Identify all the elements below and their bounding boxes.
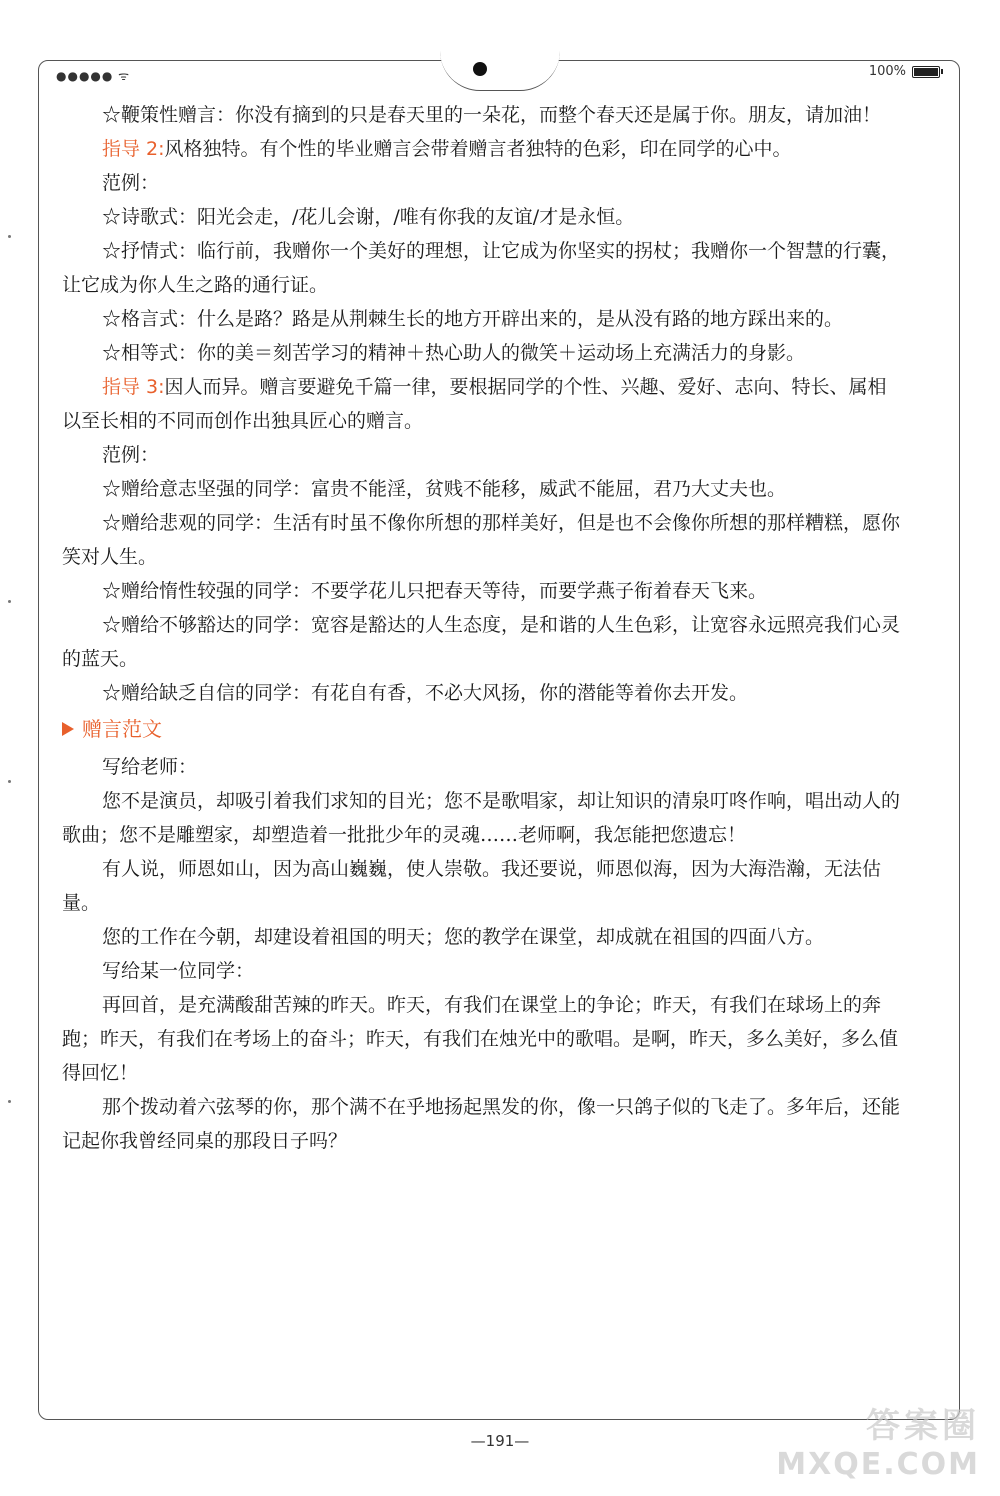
battery-text: 100% [868, 64, 906, 79]
watermark [776, 1398, 980, 1482]
essay-label: 写给某一位同学： [102, 960, 255, 982]
essay-paragraph: 那个拨动着六弦琴的你，那个满不在乎地扬起黑发的你，像一只鸽子似的飞走了。多年后，还能记起你我曾经同桌的那段日子吗？ [62, 1096, 901, 1152]
arrow-right-icon [62, 722, 74, 736]
guide-3 [62, 370, 904, 438]
example-item: ☆赠给惰性较强的同学：不要学花儿只把春天等待，而要学燕子衔着春天飞来。 [102, 580, 768, 602]
example-item: ☆赠给悲观的同学：生活有时虽不像你所想的那样美好，但是也不会像你所想的那样糟糕，愿你笑对人生。 [62, 512, 901, 568]
signal-icon: ●●●●● ᯤ [56, 69, 131, 83]
tablet-notch [440, 40, 560, 91]
examples-label: 范例： [102, 172, 160, 194]
essay-label: 写给老师： [102, 756, 198, 778]
guide-2 [62, 132, 904, 166]
guide-label: 指导 2: [102, 138, 165, 160]
battery-icon [912, 66, 940, 78]
guide-text: 风格独特。有个性的毕业赠言会带着赠言者独特的色彩，印在同学的心中。 [164, 138, 792, 160]
example-item: ☆抒情式：临行前，我赠你一个美好的理想，让它成为你坚实的拐杖；我赠你一个智慧的行囊，让它成为你人生之路的通行证。 [62, 240, 901, 296]
camera-icon [473, 62, 487, 76]
essay-paragraph: 您的工作在今朝，却建设着祖国的明天；您的教学在课堂，却成就在祖国的四面八方。 [102, 926, 825, 948]
page-content [62, 98, 904, 1158]
example-item: ☆赠给缺乏自信的同学：有花自有香，不必大风扬，你的潜能等着你去开发。 [102, 682, 749, 704]
essay-paragraph: 再回首，是充满酸甜苦辣的昨天。昨天，有我们在课堂上的争论；昨天，有我们在球场上的奔跑；昨天，有我们在考场上的奋斗；昨天，有我们在烛光中的歌唱。是啊，昨天，多么美好，多么值得回忆！ [62, 994, 899, 1084]
essay-paragraph: 有人说，师恩如山，因为高山巍巍，使人崇敬。我还要说，师恩似海，因为大海浩瀚，无法估量。 [62, 858, 882, 914]
example-item: ☆赠给意志坚强的同学：富贵不能淫，贫贱不能移，威武不能屈，君乃大丈夫也。 [102, 478, 787, 500]
watermark-line: 答案圈 [866, 1406, 980, 1446]
example-item: ☆格言式：什么是路？路是从荆棘生长的地方开辟出来的，是从没有路的地方踩出来的。 [102, 308, 844, 330]
essay-paragraph: 您不是演员，却吸引着我们求知的目光；您不是歌唱家，却让知识的清泉叮咚作响，唱出动人的歌曲；您不是雕塑家，却塑造着一批批少年的灵魂……老师啊，我怎能把您遗忘！ [62, 790, 901, 846]
watermark-line: MXQE.COM [776, 1447, 980, 1482]
paragraph: ☆鞭策性赠言：你没有摘到的只是春天里的一朵花，而整个春天还是属于你。朋友，请加油！ [102, 104, 882, 126]
example-item: ☆赠给不够豁达的同学：宽容是豁达的人生态度，是和谐的人生色彩，让宽容永远照亮我们心灵的蓝天。 [62, 614, 901, 670]
examples-label: 范例： [102, 444, 160, 466]
page-number: —191— [470, 1432, 530, 1450]
section-heading [62, 712, 904, 746]
example-item: ☆相等式：你的美＝刻苦学习的精神＋热心助人的微笑＋运动场上充满活力的身影。 [102, 342, 806, 364]
battery-status [869, 64, 940, 79]
section-title: 赠言范文 [82, 717, 162, 741]
guide-text: 因人而异。赠言要避免千篇一律，要根据同学的个性、兴趣、爱好、志向、特长、属相以至长相的不同而创作出独具匠心的赠言。 [62, 376, 887, 432]
example-item: ☆诗歌式：阳光会走，/花儿会谢，/唯有你我的友谊/才是永恒。 [102, 206, 635, 228]
guide-label: 指导 3: [102, 376, 165, 398]
